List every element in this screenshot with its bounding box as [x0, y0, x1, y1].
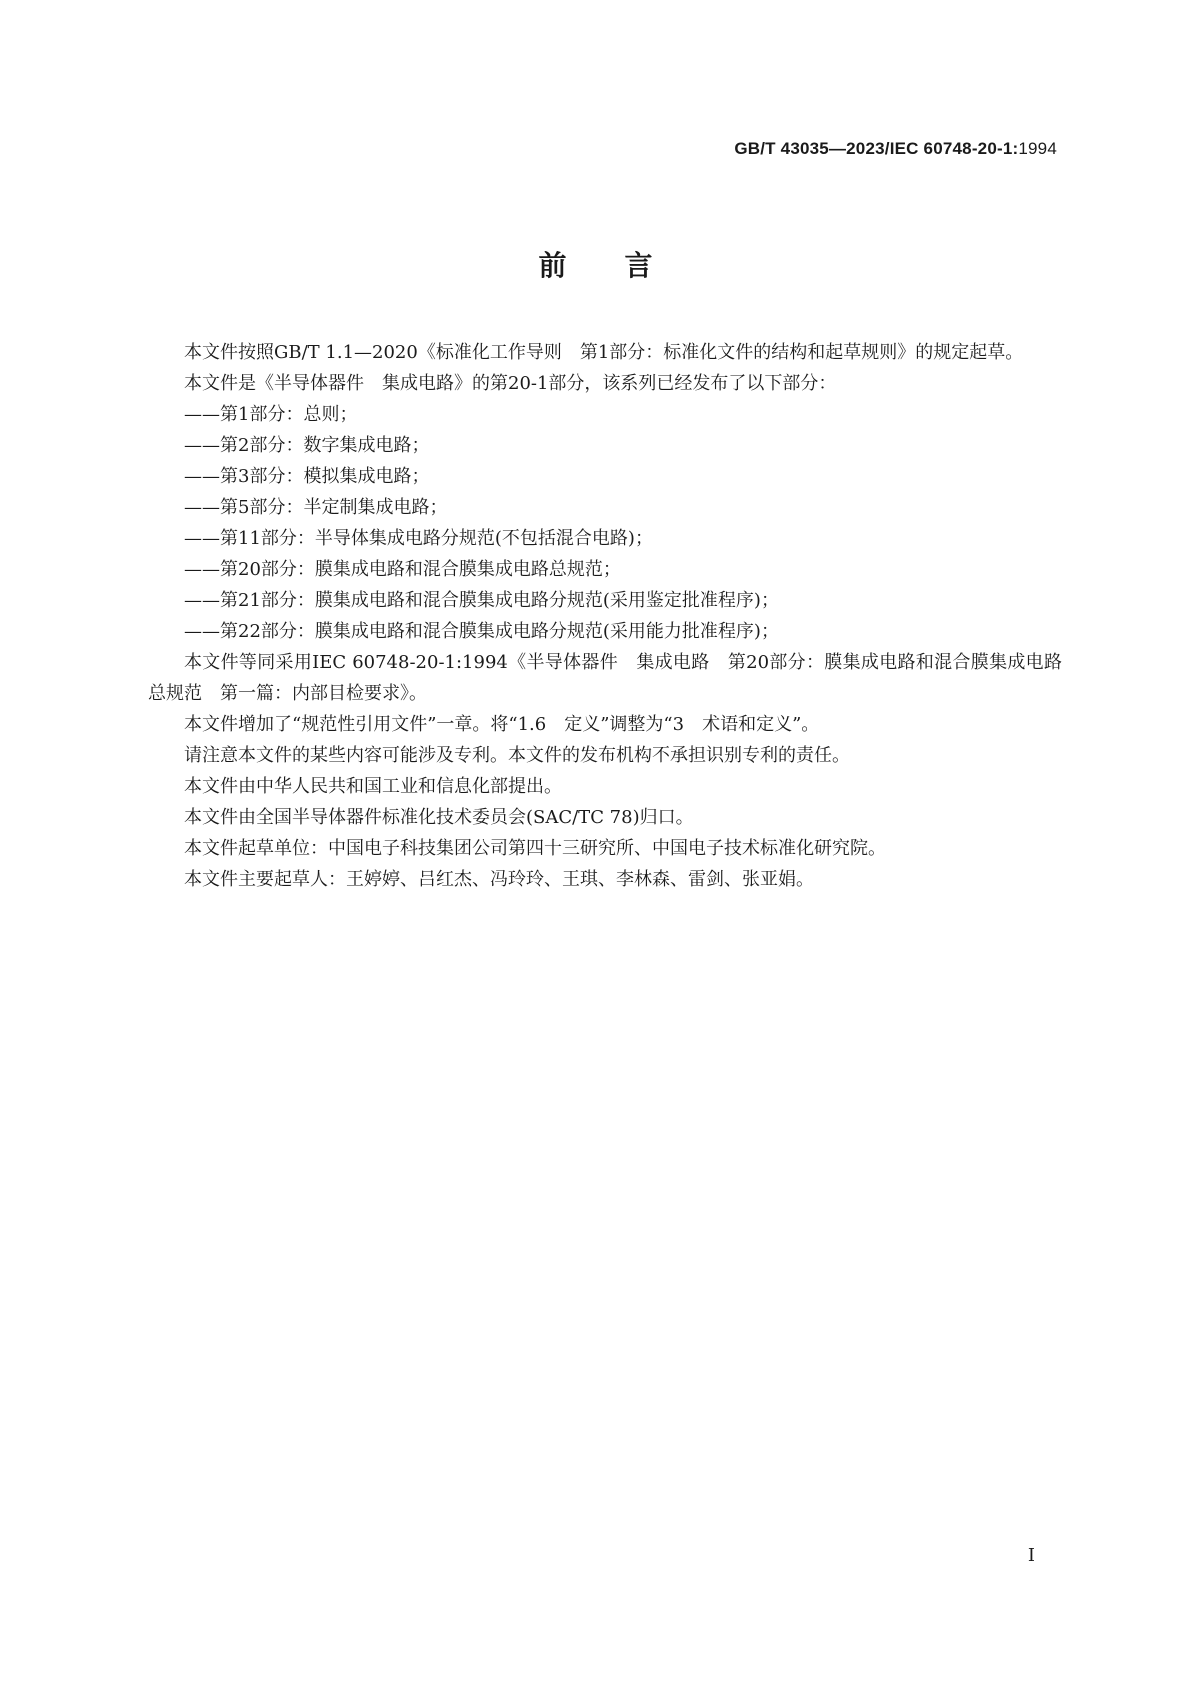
- paragraph-drafting-rules: 本文件按照GB/T 1.1—2020《标准化工作导则 第1部分：标准化文件的结构和起草规则》的规定起草。: [184, 342, 1024, 363]
- paragraph-drafters: 本文件主要起草人：王婷婷、吕红杰、冯玲玲、王琪、李林森、雷剑、张亚娟。: [184, 869, 814, 890]
- list-item-part-11: ——第11部分：半导体集成电路分规范(不包括混合电路)；: [184, 528, 653, 549]
- foreword-body: [148, 337, 1062, 895]
- paragraph-patent-notice: 请注意本文件的某些内容可能涉及专利。本文件的发布机构不承担识别专利的责任。: [184, 745, 850, 766]
- list-item-part-20: ——第20部分：膜集成电路和混合膜集成电路总规范；: [184, 559, 621, 580]
- page-number: I: [1027, 1545, 1035, 1566]
- list-item-part-2: ——第2部分：数字集成电路；: [184, 435, 430, 456]
- paragraph-changes: 本文件增加了“规范性引用文件”一章。将“1.6 定义”调整为“3 术语和定义”。: [184, 714, 820, 735]
- paragraph-iec-equivalence: 本文件等同采用IEC 60748-20-1:1994《半导体器件 集成电路 第20部分：膜集成电路和混合膜集成电路总规范 第一篇：内部目检要求》。: [148, 652, 1062, 704]
- list-item-part-1: ——第1部分：总则；: [184, 404, 358, 425]
- standard-code: [734, 139, 1057, 159]
- list-item-part-5: ——第5部分：半定制集成电路；: [184, 497, 448, 518]
- paragraph-series-intro: 本文件是《半导体器件 集成电路》的第20-1部分，该系列已经发布了以下部分：: [184, 373, 837, 394]
- page-title: 前言: [538, 249, 711, 282]
- list-item-part-21: ——第21部分：膜集成电路和混合膜集成电路分规范(采用鉴定批准程序)；: [184, 590, 779, 611]
- paragraph-drafting-units: 本文件起草单位：中国电子科技集团公司第四十三研究所、中国电子技术标准化研究院。: [184, 838, 886, 859]
- paragraph-proposer: 本文件由中华人民共和国工业和信息化部提出。: [184, 776, 562, 797]
- list-item-part-22: ——第22部分：膜集成电路和混合膜集成电路分规范(采用能力批准程序)；: [184, 621, 779, 642]
- list-item-part-3: ——第3部分：模拟集成电路；: [184, 466, 430, 487]
- standard-code-year: 1994: [1018, 139, 1057, 158]
- paragraph-centralized-by: 本文件由全国半导体器件标准化技术委员会(SAC/TC 78)归口。: [184, 807, 694, 828]
- standard-code-main: GB/T 43035—2023/IEC 60748-20-1:: [734, 139, 1019, 158]
